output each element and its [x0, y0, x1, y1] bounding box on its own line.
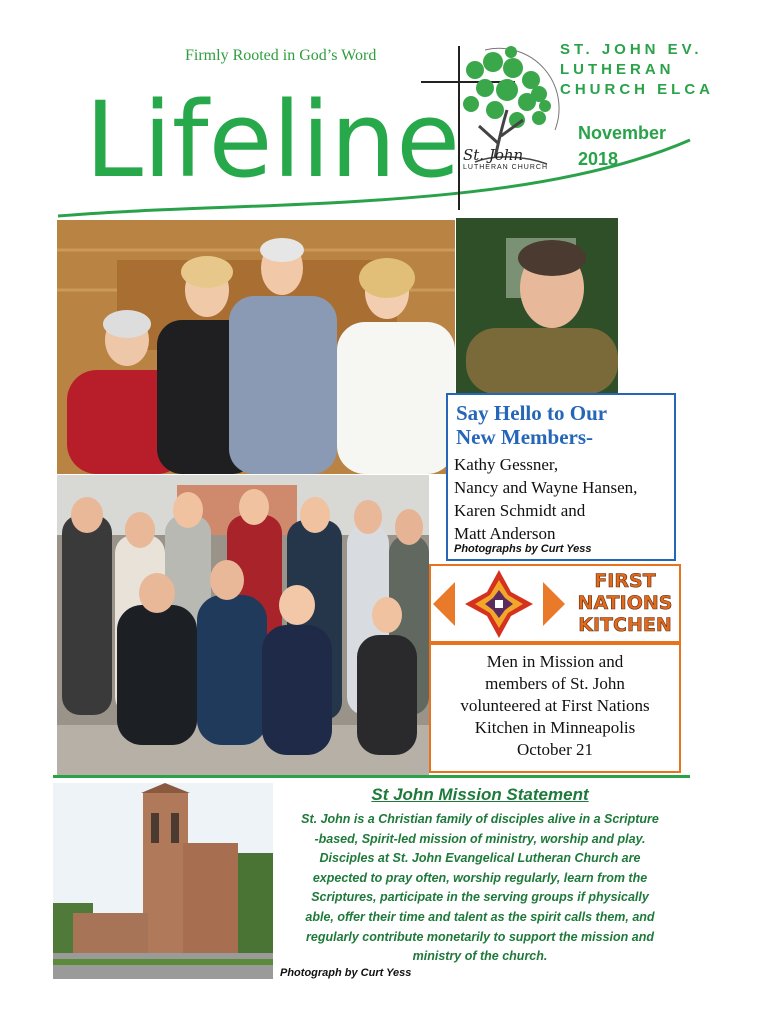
mission-line: -based, Spirit-led mission of ministry, worship and play. — [314, 831, 646, 846]
fn-title-line: FIRST — [594, 570, 656, 592]
first-nations-kitchen-logo — [429, 564, 681, 643]
fn-title-line: KITCHEN — [578, 614, 672, 636]
fn-title-line: NATIONS — [577, 592, 673, 614]
mission-line: Disciples at St. John Evangelical Lutheran Church are — [319, 851, 641, 866]
new-members-box — [446, 393, 676, 561]
new-members-heading-line: Say Hello to Our — [456, 401, 608, 425]
mission-statement-heading: St John Mission Statement — [371, 785, 589, 804]
logo-name: St. John — [463, 146, 524, 164]
new-members-group-photo — [57, 220, 455, 474]
mission-line: expected to pray often, worship regularly, learn from the — [312, 870, 648, 885]
fn-caption-line: volunteered at First Nations — [460, 696, 650, 715]
mission-line: ministry of the church. — [412, 949, 548, 964]
mission-line: regularly contribute monetarily to support the mission and — [306, 929, 654, 944]
fn-caption-line: Men in Mission and — [486, 652, 624, 671]
church-name-line: CHURCH ELCA — [560, 81, 714, 98]
logo-subtitle: LUTHERAN CHURCH — [463, 164, 549, 171]
church-logo — [415, 40, 565, 212]
new-members-heading-line: New Members- — [456, 425, 594, 449]
star-quilt-icon — [433, 568, 565, 640]
volunteers-group-photo — [57, 475, 429, 775]
tree-cross-icon — [415, 40, 565, 212]
new-member-name: Nancy and Wayne Hansen, — [454, 478, 638, 497]
photo-credit: Photographs by Curt Yess — [454, 543, 592, 555]
first-nations-kitchen-title — [571, 570, 679, 636]
mission-line: able, offer their time and talent as the spirit calls them, and — [305, 909, 655, 924]
newsletter-tagline: Firmly Rooted in God’s Word — [185, 47, 377, 64]
issue-date — [578, 120, 666, 172]
new-member-portrait-photo — [456, 218, 618, 394]
fn-caption-line: Kitchen in Minneapolis — [474, 718, 636, 737]
issue-month: November — [578, 123, 667, 143]
mission-statement-body — [276, 810, 684, 967]
fn-caption-line: members of St. John — [485, 674, 625, 693]
first-nations-caption — [435, 651, 675, 761]
new-member-name: Matt Anderson — [454, 524, 556, 543]
mission-line: Scriptures, participate in the serving groups if physically — [311, 890, 649, 905]
new-members-list — [454, 453, 637, 545]
newsletter-masthead: Lifeline — [85, 79, 461, 201]
new-members-heading — [456, 401, 676, 449]
church-building-photo — [53, 783, 273, 979]
section-divider — [53, 775, 690, 778]
photo-credit: Photograph by Curt Yess — [280, 967, 412, 979]
first-nations-caption-box — [429, 643, 681, 773]
issue-year: 2018 — [578, 149, 619, 169]
new-member-name: Kathy Gessner, — [454, 455, 559, 474]
new-member-name: Karen Schmidt and — [454, 501, 586, 520]
church-name-line: ST. JOHN EV. — [560, 41, 703, 58]
fn-caption-line: October 21 — [516, 740, 593, 759]
church-name-line: LUTHERAN — [560, 61, 675, 78]
church-name — [560, 40, 760, 100]
mission-line: St. John is a Christian family of disciples alive in a Scripture — [301, 812, 659, 826]
